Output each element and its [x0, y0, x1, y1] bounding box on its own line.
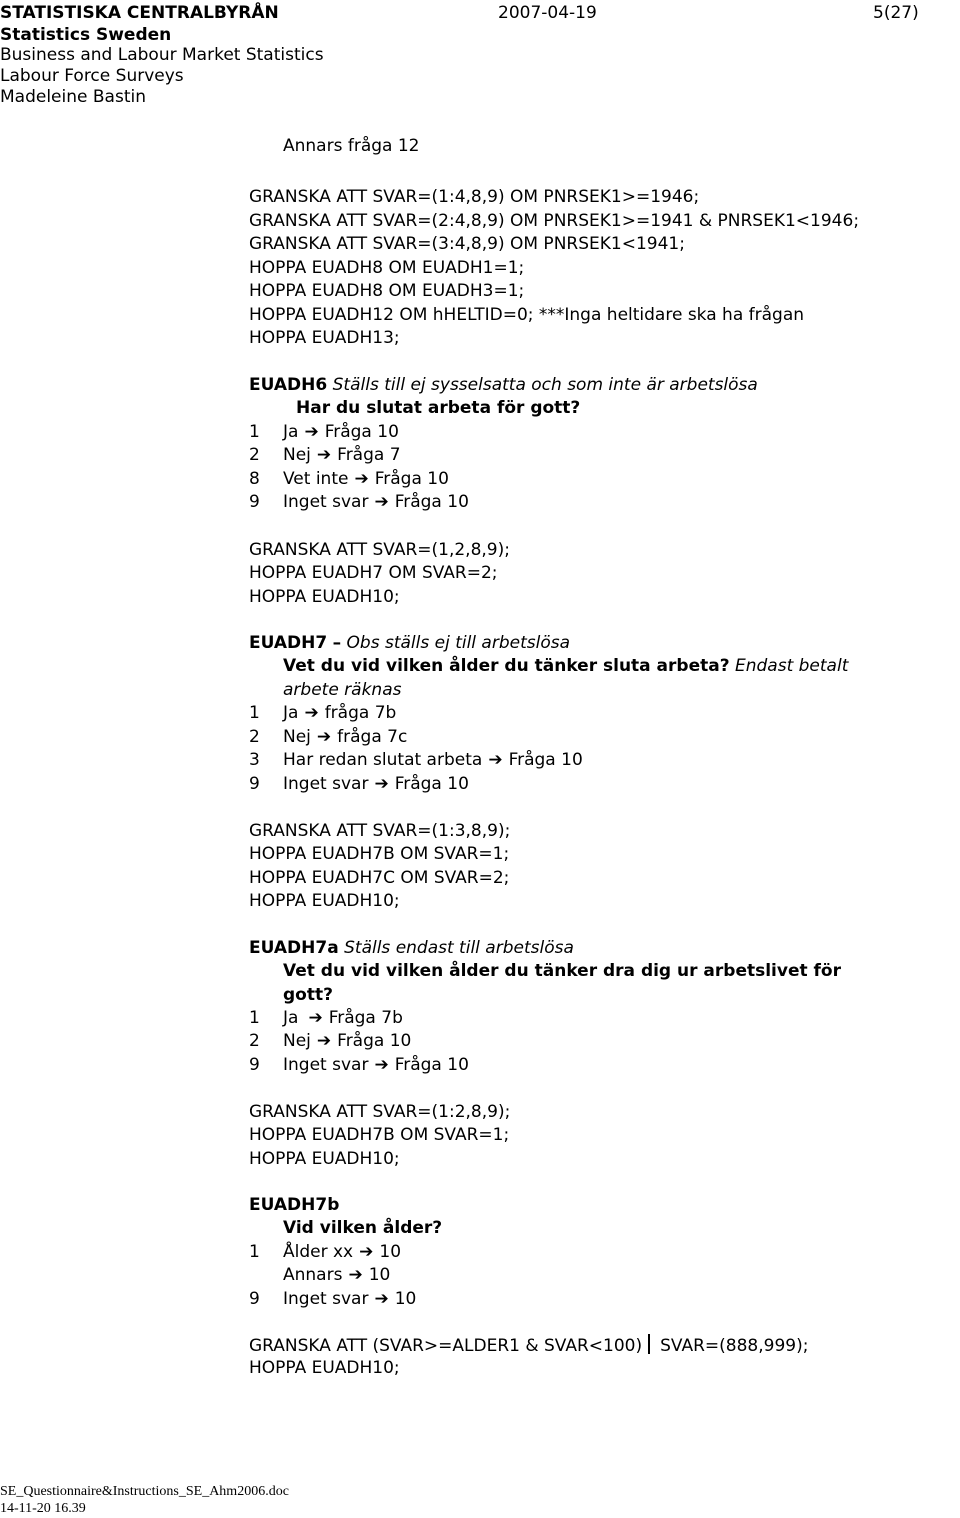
code-line: HOPPA EUADH13; — [249, 328, 400, 348]
question-id: EUADH7 — [249, 633, 328, 653]
question-note: Ställs endast till arbetslösa — [344, 938, 574, 958]
page-number: 5(27) — [873, 3, 919, 23]
answer-option: 2 Nej ➔ Fråga 7 — [249, 445, 401, 465]
answer-option: 1 Ja ➔ Fråga 10 — [249, 422, 399, 442]
doc-date: 2007-04-19 — [498, 3, 597, 23]
code-line: HOPPA EUADH10; — [249, 1149, 400, 1169]
arrow-right-icon: ➔ — [304, 703, 319, 723]
answer-option: 9 Inget svar ➔ Fråga 10 — [249, 1055, 469, 1075]
unit: Labour Force Surveys — [0, 66, 184, 86]
code-line: HOPPA EUADH12 OM hHELTID=0; ***Inga heltidare ska ha frågan — [249, 305, 805, 325]
footer-timestamp: 14-11-20 16.39 — [0, 1501, 86, 1516]
question-text: Vet du vid vilken ålder du tänker sluta arbeta? Endast betalt — [283, 656, 849, 676]
answer-option: 3 Har redan slutat arbeta ➔ Fråga 10 — [249, 750, 583, 770]
code-line: HOPPA EUADH7B OM SVAR=1; — [249, 1125, 510, 1145]
code-line: HOPPA EUADH7B OM SVAR=1; — [249, 844, 510, 864]
arrow-right-icon: ➔ — [374, 1055, 389, 1075]
question-text: Vid vilken ålder? — [283, 1218, 443, 1238]
answer-option: 9 Inget svar ➔ 10 — [249, 1289, 417, 1309]
footer-filename: SE_Questionnaire&Instructions_SE_Ahm2006.doc — [0, 1484, 289, 1499]
code-line: GRANSKA ATT SVAR=(1:3,8,9); — [249, 821, 511, 841]
answer-option: 2 Nej ➔ Fråga 10 — [249, 1031, 412, 1051]
arrow-right-icon: ➔ — [316, 445, 332, 465]
code-line: HOPPA EUADH10; — [249, 1358, 400, 1378]
question-note: Ställs till ej sysselsatta och som inte är arbetslösa — [332, 375, 758, 395]
question-note: Obs ställs ej till arbetslösa — [346, 633, 571, 653]
arrow-right-icon: ➔ — [374, 774, 389, 794]
answer-option: 1 Ja ➔ Fråga 7b — [249, 1008, 403, 1028]
code-line: HOPPA EUADH7C OM SVAR=2; — [249, 868, 510, 888]
question-text: Har du slutat arbeta för gott? — [296, 398, 581, 418]
question-text: gott? — [283, 985, 333, 1005]
code-line: GRANSKA ATT SVAR=(1,2,8,9); — [249, 540, 510, 560]
arrow-right-icon: ➔ — [354, 469, 369, 489]
question-id: EUADH7a — [249, 938, 339, 958]
question-header — [249, 937, 574, 960]
arrow-right-icon: ➔ — [348, 1265, 363, 1285]
answer-option: Annars ➔ 10 — [283, 1265, 391, 1285]
arrow-right-icon: ➔ — [316, 1031, 332, 1051]
code-line: GRANSKA ATT SVAR=(2:4,8,9) OM PNRSEK1>=1941 & PNRSEK1<1946; — [249, 211, 860, 231]
question-id: EUADH6 — [249, 375, 328, 395]
author: Madeleine Bastin — [0, 87, 146, 107]
code-line: HOPPA EUADH8 OM EUADH1=1; — [249, 258, 525, 278]
answer-option: 1 Ja ➔ fråga 7b — [249, 703, 397, 723]
divider — [648, 1334, 650, 1354]
arrow-right-icon: ➔ — [488, 750, 503, 770]
question-text: Vet du vid vilken ålder du tänker dra dig ur arbetslivet för — [283, 961, 841, 981]
instruction: arbete räknas — [283, 680, 402, 700]
answer-option: 9 Inget svar ➔ Fråga 10 — [249, 492, 469, 512]
arrow-right-icon: ➔ — [374, 492, 389, 512]
code-line: GRANSKA ATT SVAR=(1:2,8,9); — [249, 1102, 511, 1122]
org-name: STATISTISKA CENTRALBYRÅN — [0, 3, 279, 23]
question-header — [249, 374, 758, 397]
question-header: EUADH7 – Obs ställs ej till arbetslösa — [249, 633, 571, 653]
arrow-right-icon: ➔ — [374, 1289, 389, 1309]
answer-option: 1 Ålder xx ➔ 10 — [249, 1242, 402, 1262]
arrow-right-icon: ➔ — [308, 1008, 323, 1028]
code-line: GRANSKA ATT (SVAR>=ALDER1 & SVAR<100) SVAR=(888,999); — [249, 1336, 809, 1356]
arrow-right-icon: ➔ — [359, 1242, 374, 1262]
answer-option: 8 Vet inte ➔ Fråga 10 — [249, 469, 449, 489]
code-line: GRANSKA ATT SVAR=(1:4,8,9) OM PNRSEK1>=1946; — [249, 187, 700, 207]
code-line: HOPPA EUADH10; — [249, 587, 400, 607]
department: Business and Labour Market Statistics — [0, 45, 324, 65]
code-line: HOPPA EUADH7 OM SVAR=2; — [249, 563, 498, 583]
intro-text: Annars fråga 12 — [283, 136, 420, 156]
arrow-right-icon: ➔ — [304, 422, 319, 442]
answer-option: 9 Inget svar ➔ Fråga 10 — [249, 774, 469, 794]
question-id: EUADH7b — [249, 1195, 340, 1215]
answer-option: 2 Nej ➔ fråga 7c — [249, 727, 408, 747]
org-name-en: Statistics Sweden — [0, 25, 172, 45]
code-line: GRANSKA ATT SVAR=(3:4,8,9) OM PNRSEK1<1941; — [249, 234, 685, 254]
code-line: HOPPA EUADH10; — [249, 891, 400, 911]
arrow-right-icon: ➔ — [316, 727, 332, 747]
instruction: Endast betalt — [734, 656, 849, 676]
code-line: HOPPA EUADH8 OM EUADH3=1; — [249, 281, 525, 301]
